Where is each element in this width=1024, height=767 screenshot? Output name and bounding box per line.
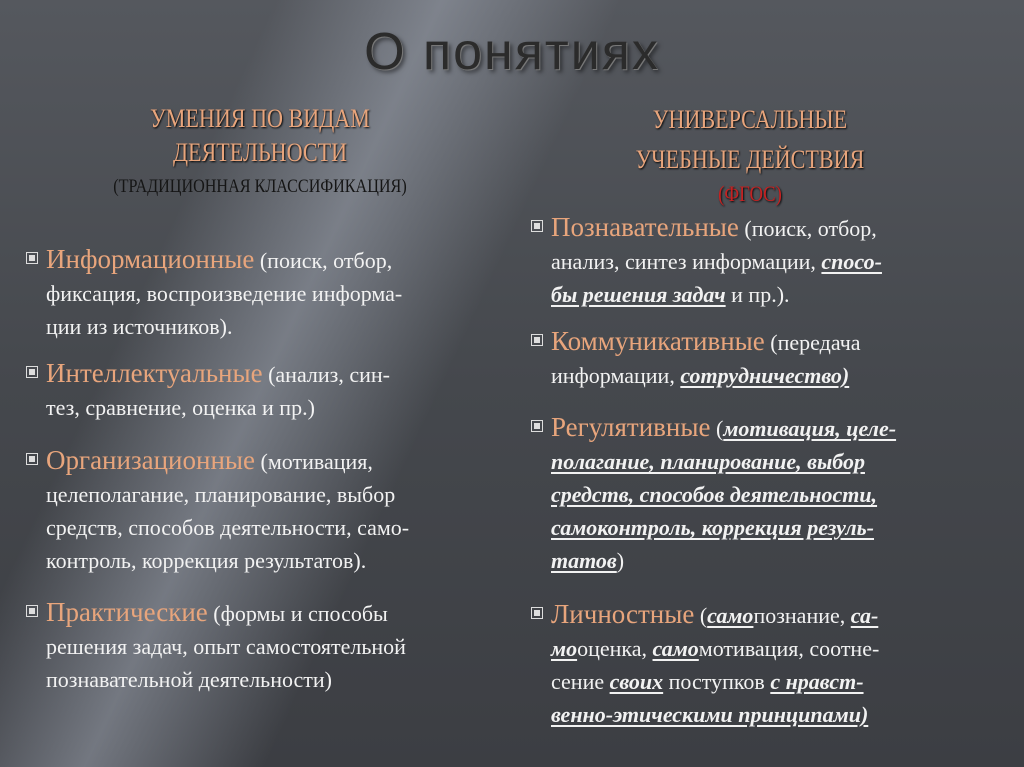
list-item-line — [531, 411, 896, 445]
item-text: сение — [551, 669, 610, 694]
emphasized-text: са- — [850, 603, 879, 628]
emphasized-text: само — [707, 603, 754, 628]
list-item-line — [531, 665, 879, 698]
list-item-line — [531, 211, 882, 245]
list-item-line — [26, 391, 390, 424]
item-term: Личностные — [551, 599, 695, 629]
item-text: тез, сравнение, оценка и пр.) — [46, 395, 315, 420]
left-header-subtitle: (ТРАДИЦИОННАЯ КЛАССИФИКАЦИЯ) — [113, 176, 407, 197]
item-text: (формы и способы — [207, 601, 388, 626]
item-text: и пр.). — [725, 282, 790, 307]
item-text: решения задач, опыт самостоятельной — [46, 634, 406, 659]
item-text: познавательной деятельности) — [46, 667, 332, 692]
emphasized-text: самоконтроль, коррекция резуль- — [551, 515, 874, 540]
list-item — [531, 598, 879, 731]
item-text: средств, способов деятельности, само- — [46, 515, 410, 540]
left-header-line2: ДЕЯТЕЛЬНОСТИ — [172, 138, 348, 167]
item-text: мотивация, соотне- — [698, 636, 880, 661]
square-bullet-icon — [531, 420, 543, 432]
list-item-line — [531, 278, 882, 311]
list-item-line — [531, 698, 879, 731]
item-text: (мотивация, — [255, 449, 373, 474]
emphasized-text: само — [652, 636, 699, 661]
list-item — [531, 325, 861, 392]
list-item-line — [26, 310, 402, 343]
item-text: контроль, коррекция результатов). — [46, 548, 367, 573]
right-header-line2: УЧЕБНЫЕ ДЕЙСТВИЯ — [635, 145, 865, 174]
item-text: ) — [616, 548, 625, 573]
list-item-line — [531, 478, 896, 511]
list-item-line — [26, 243, 402, 277]
item-text: ( — [710, 416, 724, 441]
list-item-line — [26, 357, 390, 391]
emphasized-text: мо — [551, 636, 578, 661]
item-text: оценка, — [577, 636, 653, 661]
slide-title: О понятиях — [364, 23, 660, 81]
list-item — [531, 211, 882, 311]
list-item-line — [531, 245, 882, 278]
list-item-line — [531, 544, 896, 577]
right-header-line1: УНИВЕРСАЛЬНЫЕ — [652, 105, 848, 134]
list-item-line — [26, 478, 409, 511]
left-header-line1: УМЕНИЯ ПО ВИДАМ — [150, 104, 370, 133]
item-term: Информационные — [46, 244, 255, 274]
list-item-line — [531, 325, 861, 359]
list-item-line — [531, 445, 896, 478]
item-text: (поиск, отбор, — [254, 248, 393, 273]
square-bullet-icon — [531, 607, 543, 619]
item-text: информации, — [551, 363, 681, 388]
emphasized-text: спосо- — [821, 249, 882, 274]
list-item-line — [26, 596, 406, 630]
item-term: Практические — [46, 597, 208, 627]
list-item — [26, 243, 402, 343]
item-text: фиксация, воспроизведение информа- — [46, 281, 403, 306]
list-item-line — [531, 511, 896, 544]
item-text: (поиск, отбор, — [738, 216, 877, 241]
item-text: анализ, синтез информации, — [551, 249, 822, 274]
item-text: ( — [694, 603, 708, 628]
list-item-line — [26, 544, 409, 577]
item-term: Интеллектуальные — [46, 358, 263, 388]
item-text: (анализ, син- — [262, 362, 390, 387]
emphasized-text: полагание, планирование, выбор — [551, 449, 865, 474]
emphasized-text: бы решения задач — [551, 282, 726, 307]
item-text: познание, — [753, 603, 851, 628]
list-item-line — [26, 663, 406, 696]
item-term: Регулятивные — [551, 412, 711, 442]
square-bullet-icon — [531, 334, 543, 346]
item-text: ции из источников). — [46, 314, 233, 339]
list-item-line — [26, 444, 409, 478]
square-bullet-icon — [26, 252, 38, 264]
list-item-line — [531, 632, 879, 665]
emphasized-text: венно-этическими принципами) — [551, 702, 869, 727]
item-text: (передача — [764, 330, 861, 355]
square-bullet-icon — [26, 366, 38, 378]
right-header-subtitle: (ФГОС) — [718, 181, 782, 206]
item-text: поступков — [663, 669, 771, 694]
list-item — [531, 411, 896, 577]
square-bullet-icon — [26, 453, 38, 465]
emphasized-text: сотрудничество) — [680, 363, 850, 388]
emphasized-text: своих — [609, 669, 664, 694]
list-item-line — [531, 598, 879, 632]
item-term: Организационные — [46, 445, 256, 475]
list-item-line — [531, 359, 861, 392]
list-item — [26, 357, 390, 424]
list-item-line — [26, 511, 409, 544]
list-item-line — [26, 630, 406, 663]
item-term: Познавательные — [551, 212, 739, 242]
item-text: целеполагание, планирование, выбор — [46, 482, 396, 507]
emphasized-text: мотивация, целе- — [723, 416, 897, 441]
square-bullet-icon — [531, 220, 543, 232]
square-bullet-icon — [26, 605, 38, 617]
emphasized-text: с нравст- — [770, 669, 864, 694]
list-item — [26, 596, 406, 696]
right-column-header — [580, 100, 920, 208]
emphasized-text: татов — [551, 548, 617, 573]
list-item-line — [26, 277, 402, 310]
left-column-header — [90, 102, 430, 204]
list-item — [26, 444, 409, 577]
emphasized-text: средств, способов деятельности, — [551, 482, 878, 507]
item-term: Коммуникативные — [551, 326, 765, 356]
